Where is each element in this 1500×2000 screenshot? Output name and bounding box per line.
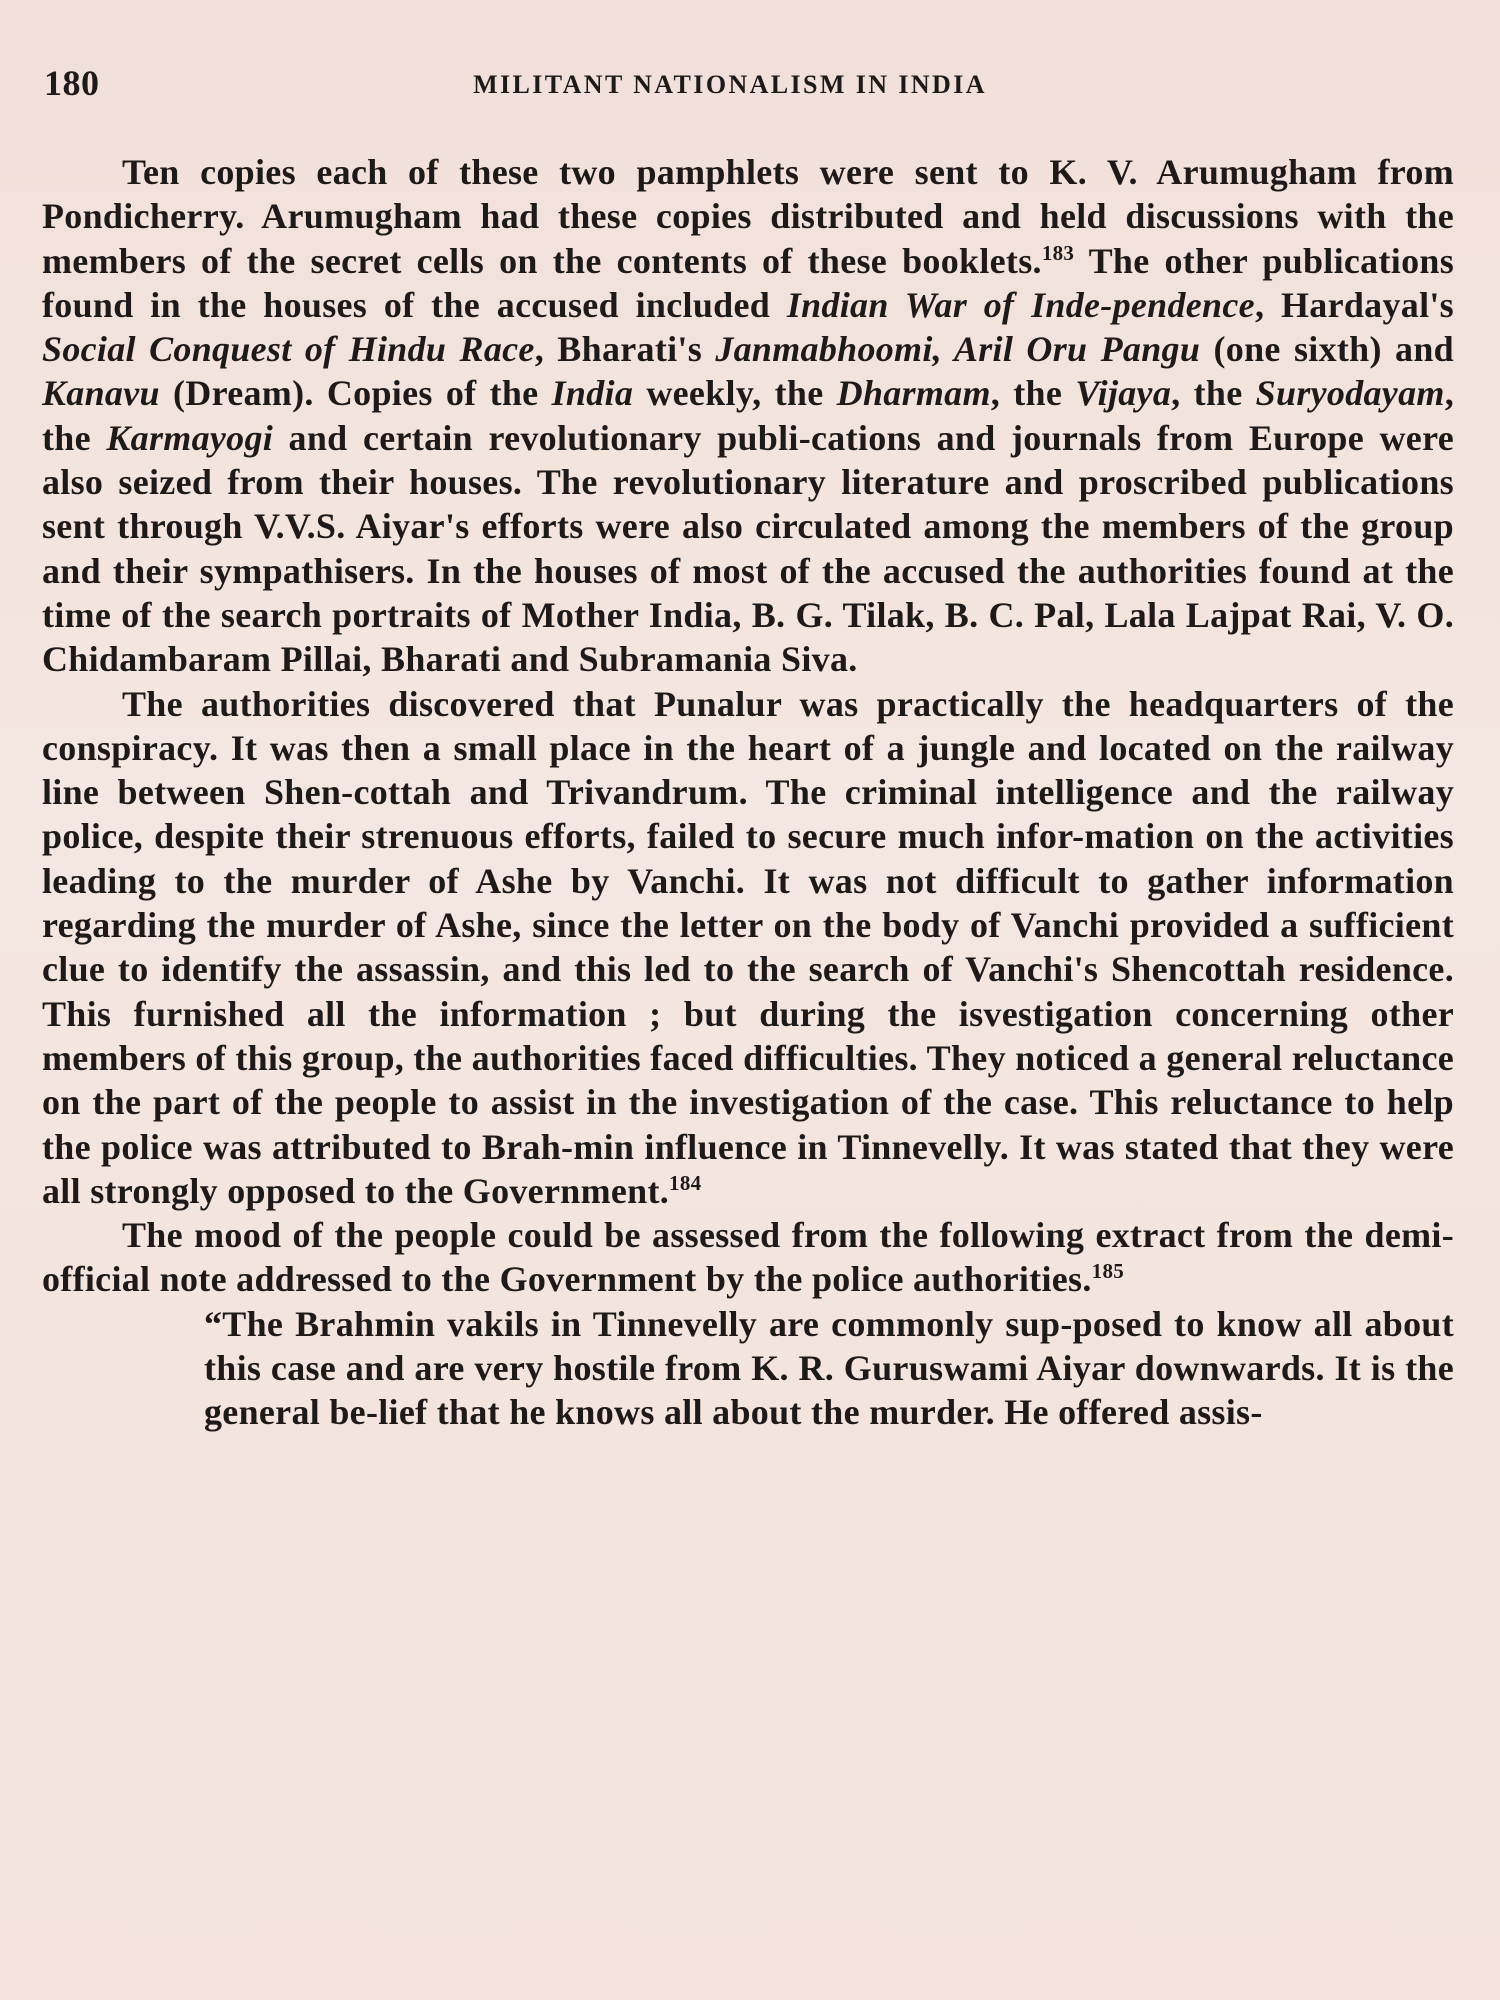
italic-title: Vijaya bbox=[1075, 373, 1172, 414]
paragraph-text: (Dream). Copies of the bbox=[159, 373, 552, 414]
paragraph-text: and certain revolutionary publi-cations and journals from Europe were also seized from their houses. The revolutionary literature and proscribed publications sent through V.V.S. Aiyar's efforts were also circulated among the members of the group and their sympathisers. In the houses of most of the accused the authorities found at the time of the search portraits of Mother India, B. G. Tilak, B. C. Pal, Lala Lajpat Rai, V. O. Chidambaram Pillai, Bharati and Subramania Siva. bbox=[42, 417, 1454, 680]
italic-title: Dharmam bbox=[836, 373, 991, 414]
paragraph-text: , Hardayal's bbox=[1254, 284, 1454, 325]
body-paragraph bbox=[42, 150, 1454, 682]
block-quote: “The Brahmin vakils in Tinnevelly are commonly sup-posed to know all about this case and are very hostile from K. R. Guruswami Aiyar downwards. It is the general be-lief that he knows all about the murder. He offered assis- bbox=[204, 1303, 1454, 1433]
italic-title: Suryodayam bbox=[1255, 373, 1445, 414]
page-body bbox=[42, 150, 1454, 1435]
paragraph-text: , Bharati's bbox=[534, 329, 716, 370]
paragraph-text: , the bbox=[1171, 373, 1256, 414]
italic-title: Social Conquest of Hindu Race bbox=[42, 329, 535, 370]
italic-title: Indian War of Inde-pendence bbox=[786, 284, 1255, 325]
footnote-ref: 183 bbox=[1041, 240, 1075, 265]
paragraph-text: The authorities discovered that Punalur was practically the headquarters of the conspiracy. It was then a small place in the heart of a jungle and located on the railway line between Shen-cottah and Trivandrum. The criminal intelligence and the railway police, despite their strenuous efforts, failed to secure much infor-mation on the activities leading to the murder of Ashe by Vanchi. It was not difficult to gather information regarding the murder of Ashe, since the letter on the body of Vanchi provided a sufficient clue to identify the assassin, and this led to the search of Vanchi's Shencottah residence. This furnished all the information ; but during the isvestigation concerning other members of this group, the authorities faced difficulties. They noticed a general reluctance on the part of the people to assist in the investigation of the case. This reluctance to help the police was attributed to Brah-min influence in Tinnevelly. It was stated that they were all strongly opposed to the Government. bbox=[42, 683, 1454, 1211]
paragraph-text: The mood of the people could be assessed from the following extract from the demi-official note addressed to the Government by the police authorities. bbox=[42, 1215, 1454, 1300]
paragraph-text: (one sixth) and bbox=[1200, 329, 1454, 370]
italic-title: Kanavu bbox=[42, 373, 160, 414]
body-paragraph bbox=[42, 1213, 1454, 1302]
running-head: MILITANT NATIONALISM IN INDIA bbox=[473, 70, 987, 99]
paragraph-text: The other publications found in the houses of the accused included bbox=[42, 240, 1455, 325]
paragraph-text: , the bbox=[990, 373, 1076, 414]
footnote-ref: 185 bbox=[1091, 1259, 1125, 1284]
paragraph-text: weekly, the bbox=[633, 373, 837, 414]
page-header bbox=[40, 62, 1460, 112]
body-paragraph bbox=[42, 682, 1454, 1214]
italic-title: Janmabhoomi, Aril Oru Pangu bbox=[715, 329, 1201, 370]
paragraph-text: , the bbox=[42, 373, 1454, 458]
italic-title: Karmayogi bbox=[106, 417, 274, 458]
page-number: 180 bbox=[44, 63, 100, 103]
paragraph-text: Ten copies each of these two pamphlets were sent to K. V. Arumugham from Pondicherry. Arumugham had these copies distributed and held discussions with the members of the secret cells on the contents of these booklets. bbox=[42, 152, 1454, 281]
footnote-ref: 184 bbox=[669, 1170, 702, 1195]
italic-title: India bbox=[551, 373, 634, 414]
